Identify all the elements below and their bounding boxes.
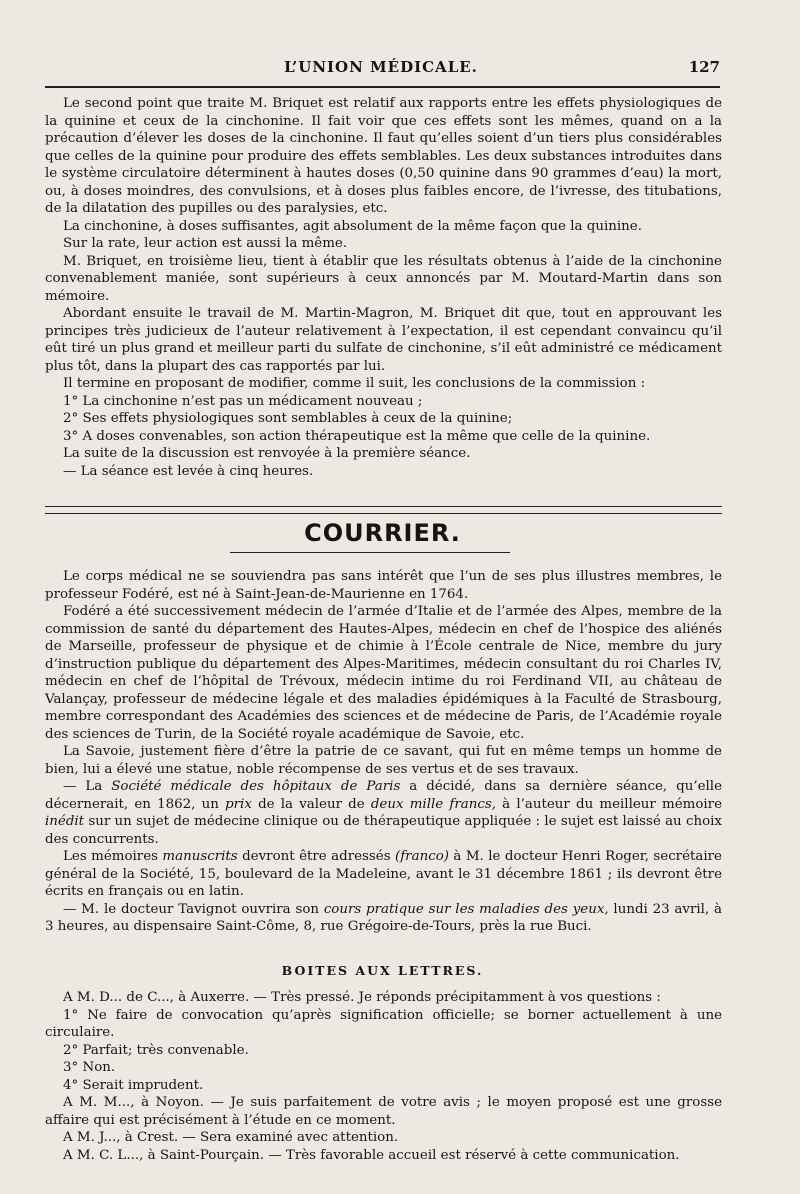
italic-run: Société médicale des hôpitaux de Paris: [111, 779, 401, 794]
page-header: [42, 58, 720, 80]
heading-underline: [230, 552, 510, 553]
italic-run: cours pratique sur les maladies des yeux,: [323, 901, 609, 917]
reply-item: 2° Parfait; très convenable.: [63, 1042, 249, 1058]
paragraph: Sur la rate, leur action est aussi la même.: [63, 236, 348, 251]
running-title: L’UNION MÉDICALE.: [284, 58, 478, 76]
letter-reply: A M. D... de C..., à Auxerre. — Très pressé. Je réponds précipitamment à vos questions :: [63, 990, 661, 1005]
text-run: — La: [63, 779, 112, 794]
text-run: à l’auteur du meilleur mémoire: [495, 796, 722, 812]
paragraph: Il termine en proposant de modifier, comme il suit, les conclusions de la commission :: [63, 376, 646, 391]
text-run: lundi 23 avril, à 3 heures, au dispensaire Saint-Côme, 8, rue Grégoire-de-Tours, près la rue Buci.: [45, 901, 722, 934]
letter-reply: A M. C. L..., à Saint-Pourçain. — Très favorable accueil est réservé à cette communication.: [63, 1147, 680, 1163]
italic-run: inédit: [45, 814, 85, 829]
text-run: devront être adressés: [237, 849, 395, 864]
italic-run: manuscrits: [162, 849, 238, 864]
paragraph: [45, 901, 722, 936]
courrier-section: [45, 568, 722, 936]
conclusion-item: 1° La cinchonine n’est pas un médicament nouveau ;: [63, 393, 423, 409]
conclusion-item: 2° Ses effets physiologiques sont semblables à ceux de la quinine;: [63, 411, 513, 426]
text-run: à M. le docteur Henri Roger, secrétaire général de la Société, 15, boulevard de la Madeleine, avant le 31 décembre 1861 ; ils devront être écrits en français ou en latin.: [45, 849, 722, 899]
letter-reply: A M. J..., à Crest. — Sera examiné avec attention.: [63, 1130, 399, 1145]
text-run: — M. le docteur Tavignot ouvrira son: [63, 901, 324, 917]
paragraph: [45, 778, 722, 848]
header-rule: [45, 86, 720, 88]
conclusion-item: 3° A doses convenables, son action thérapeutique est la même que celle de la quinine.: [63, 428, 651, 444]
reply-item: 3° Non.: [63, 1060, 116, 1075]
letter-reply: A M. M..., à Noyon. — Je suis parfaitement de votre avis ; le moyen proposé est une grosse affaire qui est précisément à l’étude en ce moment.: [45, 1095, 722, 1128]
italic-run: prix: [225, 796, 252, 812]
paragraph: [45, 848, 722, 901]
academy-report-section: [45, 95, 722, 480]
text-run: Les mémoires: [63, 849, 163, 864]
text-run: sur un sujet de médecine clinique ou de thérapeutique appliquée : le sujet est laissé au choix des concurrents.: [45, 814, 722, 847]
section-divider: [45, 506, 722, 514]
italic-run: deux mille francs,: [370, 796, 496, 812]
text-run: de la valeur de: [251, 796, 371, 812]
paragraph: M. Briquet, en troisième lieu, tient à établir que les résultats obtenus à l’aide de la cinchonine convenablement maniée, sont supérieurs à ceux annoncés par M. Moutard-Martin dans son mémoire.: [45, 253, 722, 304]
italic-run: (franco): [395, 849, 449, 864]
paragraph: Le second point que traite M. Briquet est relatif aux rapports entre les effets physiologiques de la quinine et ceux de la cinchonine. Il fait voir que ces effets sont les mêmes, quand on a la précaution d’élever les doses de la cinchonine. Il faut qu’elles soient d’un tiers plus considérables que celles de la quinine pour produire des effets semblables. Les deux substances introduites dans le système circulatoire déterminent à hautes doses (0,50 quinine dans 90 grammes d’eau) la mort, ou, à doses moindres, des convulsions, et à doses plus faibles encore, de l’ivresse, des titubations, de la dilatation des pupilles ou des paralysies, etc.: [45, 96, 722, 216]
paragraph: La suite de la discussion est renvoyée à la première séance.: [63, 446, 471, 461]
courrier-heading: COURRIER.: [304, 519, 461, 547]
mailbox-heading: BOITES AUX LETTRES.: [281, 963, 484, 978]
page-number: 127: [688, 58, 720, 76]
paragraph: La Savoie, justement fière d’être la patrie de ce savant, qui fut en même temps un homme de bien, lui a élevé une statue, noble récompense de ses vertus et de ses travaux.: [45, 744, 722, 777]
mailbox-section: [45, 989, 722, 1164]
text-run: a décidé, dans sa dernière séance, qu’elle décernerait, en 1862, un: [45, 779, 722, 812]
paragraph: Abordant ensuite le travail de M. Martin-Magron, M. Briquet dit que, tout en approuvant les principes très judicieux de l’auteur relativement à l’expectation, il est cependant convaincu qu’il eût tiré un plus grand et meilleur parti du sulfate de cinchonine, s’il eût administré ce médicament plus tôt, dans la plupart des cas rapportés par lui.: [45, 306, 722, 374]
reply-item: 1° Ne faire de convocation qu’après signification officielle; se borner actuellement à une circulaire.: [45, 1007, 722, 1040]
paragraph: Fodéré a été successivement médecin de l’armée d’Italie et de l’armée des Alpes, membre de la commission de santé du département des Hautes-Alpes, médecin en chef de l’hospice des aliénés de Marseille, professeur de physique et de chimie à l’École centrale de Nice, membre du jury d’instruction publique du département des Alpes-Maritimes, médecin consultant du roi Charles IV, médecin en chef de l’hôpital de Trévoux, médecin intime du roi Ferdinand VII, au château de Valançay, professeur de médecine légale et des maladies épidémiques à la Faculté de Strasbourg, membre correspondant des Académies des sciences et de médecine de Paris, de l’Académie royale des sciences de Turin, de la Société royale académique de Savoie, etc.: [45, 604, 722, 742]
paragraph: La cinchonine, à doses suffisantes, agit absolument de la même façon que la quinine.: [63, 218, 642, 234]
paragraph: Le corps médical ne se souviendra pas sans intérêt que l’un de ses plus illustres membres, le professeur Fodéré, est né à Saint-Jean-de-Maurienne en 1764.: [45, 569, 722, 602]
paragraph: — La séance est levée à cinq heures.: [63, 463, 314, 479]
reply-item: 4° Serait imprudent.: [63, 1077, 204, 1093]
